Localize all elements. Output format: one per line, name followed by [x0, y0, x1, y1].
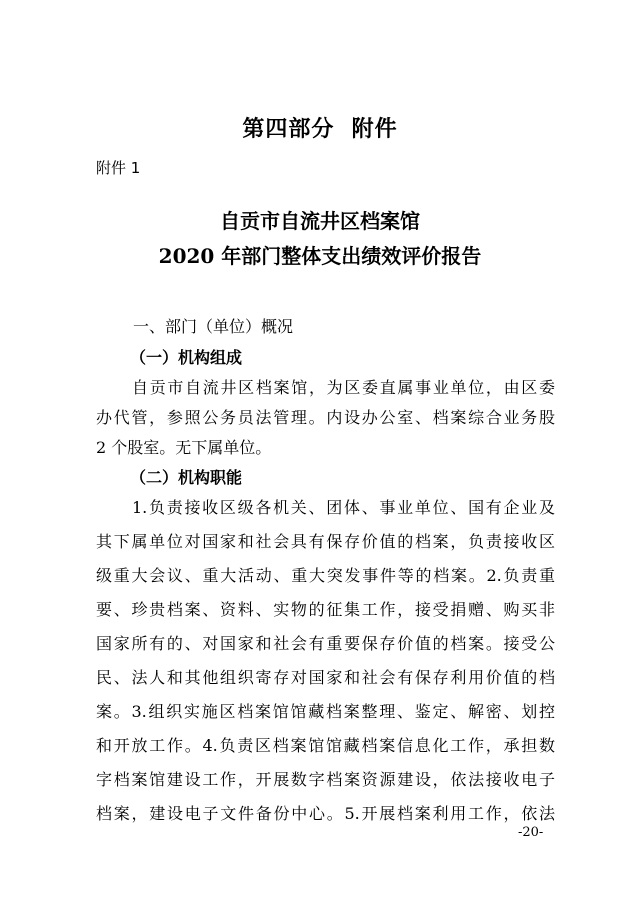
paragraph-line: 国家所有的、对国家和社会有重要保存价值的档案。接受公: [96, 634, 555, 653]
paragraph-line: 和开放工作。4.负责区档案馆馆藏档案信息化工作，承担数: [96, 736, 555, 755]
paragraph-line: 2 个股室。无下属单位。: [96, 438, 272, 457]
section-heading-overview: 一、部门（单位）概况: [133, 317, 294, 336]
report-title-line-1: 自贡市自流井区档案馆: [220, 209, 420, 233]
paragraph-line: 级重大会议、重大活动、重大突发事件等的档案。2.负责重: [96, 566, 555, 585]
paragraph-line: 自贡市自流井区档案馆，为区委直属事业单位，由区委: [132, 378, 555, 397]
part-title: 第四部分 附件: [242, 117, 398, 142]
paragraph-line: 1.负责接收区级各机关、团体、事业单位、国有企业及: [132, 498, 555, 517]
subsection-heading-functions: （二）机构职能: [130, 468, 243, 487]
attachment-label: 附件 1: [96, 159, 141, 177]
page-number: -20-: [518, 825, 544, 840]
paragraph-line: 其下属单位对国家和社会具有保存价值的档案，负责接收区: [96, 532, 555, 551]
paragraph-line: 案。3.组织实施区档案馆馆藏档案整理、鉴定、解密、划控: [96, 702, 555, 721]
paragraph-line: 字档案馆建设工作，开展数字档案资源建设，依法接收电子: [96, 770, 555, 789]
report-title-line-2: 2020 年部门整体支出绩效评价报告: [158, 244, 482, 268]
paragraph-line: 民、法人和其他组织寄存对国家和社会有保存利用价值的档: [96, 668, 555, 687]
paragraph-line: 办代管，参照公务员法管理。内设办公室、档案综合业务股: [96, 408, 555, 427]
paragraph-line: 档案，建设电子文件备份中心。5.开展档案利用工作，依法: [96, 804, 555, 823]
paragraph-line: 要、珍贵档案、资料、实物的征集工作，接受捐赠、购买非: [96, 600, 555, 619]
subsection-heading-composition: （一）机构组成: [130, 348, 243, 367]
